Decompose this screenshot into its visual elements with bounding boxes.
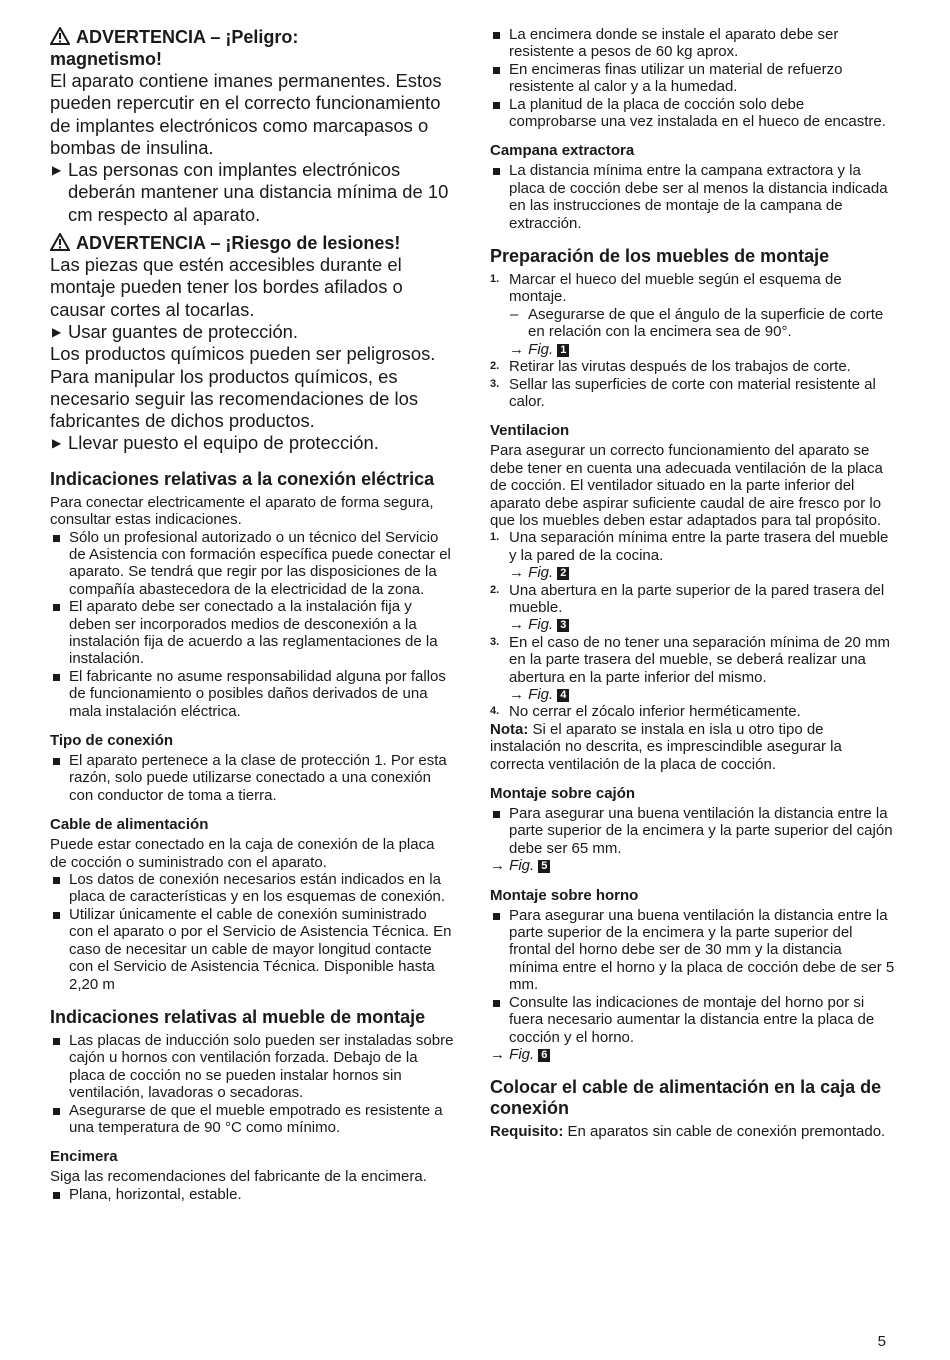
warning-injury-step1: ▶ Usar guantes de protección. <box>52 320 299 342</box>
worktop-list-start <box>50 1186 455 1203</box>
list-item: 3. En el caso de no tener una separación mínima de 20 mm en la parte trasera del mueble, se deberá realizar una abertura en la parte inferior del mismo. <box>490 633 891 686</box>
furniture-list <box>50 1032 455 1136</box>
warning-injury-text1: Las piezas que estén accesibles durante el montaje pueden tener los bordes afilados o causar cortes al tocarlas. <box>50 254 403 320</box>
list-item: El aparato debe ser conectado a la instalación fija y deben ser incorporados medios de desconexión a la instalación fija de acuerdo a las reglamentaciones de la instalación. <box>50 598 455 668</box>
list-item: El fabricante no asume responsabilidad alguna por fallos de funcionamiento o posibles daños derivados de una mala instalación eléctrica. <box>50 668 455 720</box>
figure-number: 6 <box>538 1049 550 1062</box>
preparation-steps-cont <box>490 358 895 410</box>
list-item: 1. Marcar el hueco del mueble según el esquema de montaje. <box>490 271 842 306</box>
oven-heading: Montaje sobre horno <box>490 886 639 904</box>
figure-number: 4 <box>557 689 569 702</box>
warning-magnetism-title: ADVERTENCIA – ¡Peligro: magnetismo! <box>50 27 299 69</box>
square-bullet-icon <box>53 1108 60 1115</box>
figure-number: 5 <box>538 860 550 873</box>
figure-reference: → Fig. 4 <box>490 686 895 703</box>
list-item: Para asegurar una buena ventilación la distancia entre la parte superior de la encimera y la parte superior del cajón debe ser 65 mm. <box>490 805 895 857</box>
figure-number: 3 <box>557 619 569 632</box>
hood-list <box>490 162 895 232</box>
warning-triangle-icon <box>50 27 70 45</box>
arrow-ref-icon: → <box>509 340 529 358</box>
triangle-step-icon: ▶ <box>52 436 62 451</box>
figure-reference: → Fig. 3 <box>490 616 895 633</box>
list-item: La encimera donde se instale el aparato debe ser resistente a pesos de 60 kg aprox. <box>490 26 895 61</box>
square-bullet-icon <box>493 1000 500 1007</box>
list-item: La distancia mínima entre la campana extractora y la placa de cocción debe ser al menos la distancia indicada en las instrucciones de montaje de la campana de extracción. <box>490 162 895 232</box>
connection-type-heading: Tipo de conexión <box>50 732 174 750</box>
left-column <box>50 26 455 1203</box>
square-bullet-icon <box>53 535 60 542</box>
list-item: 1. Una separación mínima entre la parte trasera del mueble y la pared de la cocina. <box>490 529 889 564</box>
hood-heading: Campana extractora <box>490 142 635 160</box>
arrow-ref-icon: → <box>509 616 529 634</box>
warning-magnetism-text: El aparato contiene imanes permanentes. Estos pueden repercutir en el correcto funcionamiento de implantes electrónicos como marcapasos o bombas de insulina. <box>50 70 442 158</box>
warning-injury-title: ADVERTENCIA – ¡Riesgo de lesiones! <box>50 232 455 254</box>
square-bullet-icon <box>493 811 500 818</box>
figure-reference: → Fig. 1 <box>490 341 895 358</box>
figure-reference: → Fig. 5 <box>490 857 895 874</box>
square-bullet-icon <box>53 1038 60 1045</box>
square-bullet-icon <box>53 1192 60 1199</box>
list-item: El aparato pertenece a la clase de protección 1. Por esta razón, solo puede utilizarse conectado a una conexión con conductor de toma a tierra. <box>50 752 455 804</box>
list-item: Asegurarse de que el mueble empotrado es resistente a una temperatura de 90 °C como mínimo. <box>50 1102 455 1137</box>
ventilation-steps-2 <box>490 582 895 617</box>
worktop-intro: Siga las recomendaciones del fabricante de la encimera. <box>50 1168 427 1186</box>
figure-number: 1 <box>557 344 569 357</box>
list-item: 3. Sellar las superficies de corte con material resistente al calor. <box>490 375 876 410</box>
oven-list <box>490 907 895 1046</box>
list-item: Consulte las indicaciones de montaje del horno por si fuera necesario aumentar la distancia entre la placa de cocción y el horno. <box>490 994 895 1046</box>
list-item: 2. Una abertura en la parte superior de la pared trasera del mueble. <box>490 581 885 616</box>
power-cable-intro: Puede estar conectado en la caja de conexión de la placa de cocción o suministrado con el aparato. <box>50 836 435 871</box>
list-item: Los datos de conexión necesarios están indicados en la placa de características y en los esquemas de conexión. <box>50 871 455 906</box>
list-item: 4. No cerrar el zócalo inferior herméticamente. <box>490 703 801 721</box>
square-bullet-icon <box>493 913 500 920</box>
list-item: Las placas de inducción solo pueden ser instaladas sobre cajón u hornos con ventilación forzada. Debajo de la placa de cocción no se pueden instalar hornos sin ventilación, lavadoras o secadoras. <box>50 1032 455 1102</box>
square-bullet-icon <box>53 877 60 884</box>
square-bullet-icon <box>53 912 60 919</box>
furniture-heading: Indicaciones relativas al mueble de montaje <box>50 1006 426 1027</box>
warning-injury <box>50 232 455 455</box>
warning-magnetism-step: ▶ Las personas con implantes electrónicos deberán mantener una distancia mínima de 10 cm respecto al aparato. <box>52 159 449 225</box>
square-bullet-icon <box>493 67 500 74</box>
arrow-ref-icon: → <box>509 686 529 703</box>
triangle-step-icon: ▶ <box>52 163 62 178</box>
warning-injury-text2: Los productos químicos pueden ser peligrosos. Para manipular los productos químicos, es necesario seguir las recomendaciones de los fabricantes de dichos productos. <box>50 343 436 432</box>
arrow-ref-icon: → <box>490 857 510 875</box>
ventilation-steps <box>490 529 895 564</box>
square-bullet-icon <box>53 604 60 611</box>
warning-triangle-icon <box>50 233 70 251</box>
ventilation-note: Nota: Si el aparato se instala en isla u otro tipo de instalación no descrita, es imprescindible asegurar la correcta ventilación de la placa de cocción. <box>490 720 842 773</box>
drawer-heading: Montaje sobre cajón <box>490 785 636 803</box>
list-item: Para asegurar una buena ventilación la distancia entre la parte superior de la encimera y la parte superior del frontal del horno debe ser de 30 mm y la distancia mínima entre el horno y la placa de cocción debe de ser 5 mm. <box>490 907 895 994</box>
square-bullet-icon <box>493 102 500 109</box>
preparation-heading: Preparación de los muebles de montaje <box>490 246 830 267</box>
drawer-list <box>490 805 895 857</box>
connection-type-list <box>50 752 455 804</box>
right-column <box>490 26 895 1141</box>
triangle-step-icon: ▶ <box>52 324 62 339</box>
ventilation-steps-4 <box>490 703 895 720</box>
square-bullet-icon <box>493 168 500 175</box>
list-item: Utilizar únicamente el cable de conexión suministrado con el aparato o por el Servicio de Asistencia Técnica. En caso de necesitar un cable de mayor longitud contacte con el Servicio de Asistencia Técnica. Disponible hasta 2,20 m <box>50 906 455 993</box>
square-bullet-icon <box>53 758 60 765</box>
ventilation-intro: Para asegurar un correcto funcionamiento del aparato se debe tener en cuenta una adecuada ventilación de la placa de cocción. El ventilador situado en la parte inferior del aparato debe aspirar suficiente caudal de aire fresco por lo que los muebles deben estar adaptados para tal propósito. <box>490 442 883 529</box>
electrical-intro: Para conectar electricamente el aparato de forma segura, consultar estas indicaciones. <box>50 493 434 529</box>
arrow-ref-icon: → <box>490 1045 510 1063</box>
list-item: Plana, horizontal, estable. <box>50 1186 455 1203</box>
power-cable-list <box>50 871 455 993</box>
preparation-steps <box>490 271 895 306</box>
ventilation-heading: Ventilacion <box>490 422 570 440</box>
electrical-list <box>50 529 455 720</box>
preparation-dash-item: – Asegurarse de que el ángulo de la superficie de corte en relación con la encimera sea de 90°. <box>510 305 884 341</box>
warning-injury-step2: ▶ Llevar puesto el equipo de protección. <box>52 432 379 454</box>
worktop-heading: Encimera <box>50 1148 118 1166</box>
power-cable-heading: Cable de alimentación <box>50 816 209 834</box>
square-bullet-icon <box>493 32 500 39</box>
list-item: En encimeras finas utilizar un material de refuerzo resistente al calor y a la humedad. <box>490 61 895 96</box>
page-number: 5 <box>877 1333 886 1350</box>
cable-placement-requirement: Requisito: En aparatos sin cable de conexión premontado. <box>490 1123 886 1141</box>
arrow-ref-icon: → <box>509 564 529 582</box>
ventilation-steps-3 <box>490 634 895 686</box>
square-bullet-icon <box>53 674 60 681</box>
figure-number: 2 <box>557 567 569 580</box>
list-item: Sólo un profesional autorizado o un técnico del Servicio de Asistencia con formación específica puede conectar el aparato. Se tendrá que regir por las disposiciones de la compañía abastecedora de la electricidad de la zona. <box>50 529 455 599</box>
cable-placement-heading: Colocar el cable de alimentación en la caja de conexión <box>490 1077 882 1119</box>
figure-reference: → Fig. 2 <box>490 564 895 581</box>
warning-magnetism <box>50 26 455 226</box>
worktop-list-cont <box>490 26 895 130</box>
list-item: 2. Retirar las virutas después de los trabajos de corte. <box>490 358 851 376</box>
figure-reference: → Fig. 6 <box>490 1046 895 1063</box>
list-item: La planitud de la placa de cocción solo debe comprobarse una vez instalada en el hueco de encastre. <box>490 96 895 131</box>
electrical-heading: Indicaciones relativas a la conexión eléctrica <box>50 468 435 489</box>
